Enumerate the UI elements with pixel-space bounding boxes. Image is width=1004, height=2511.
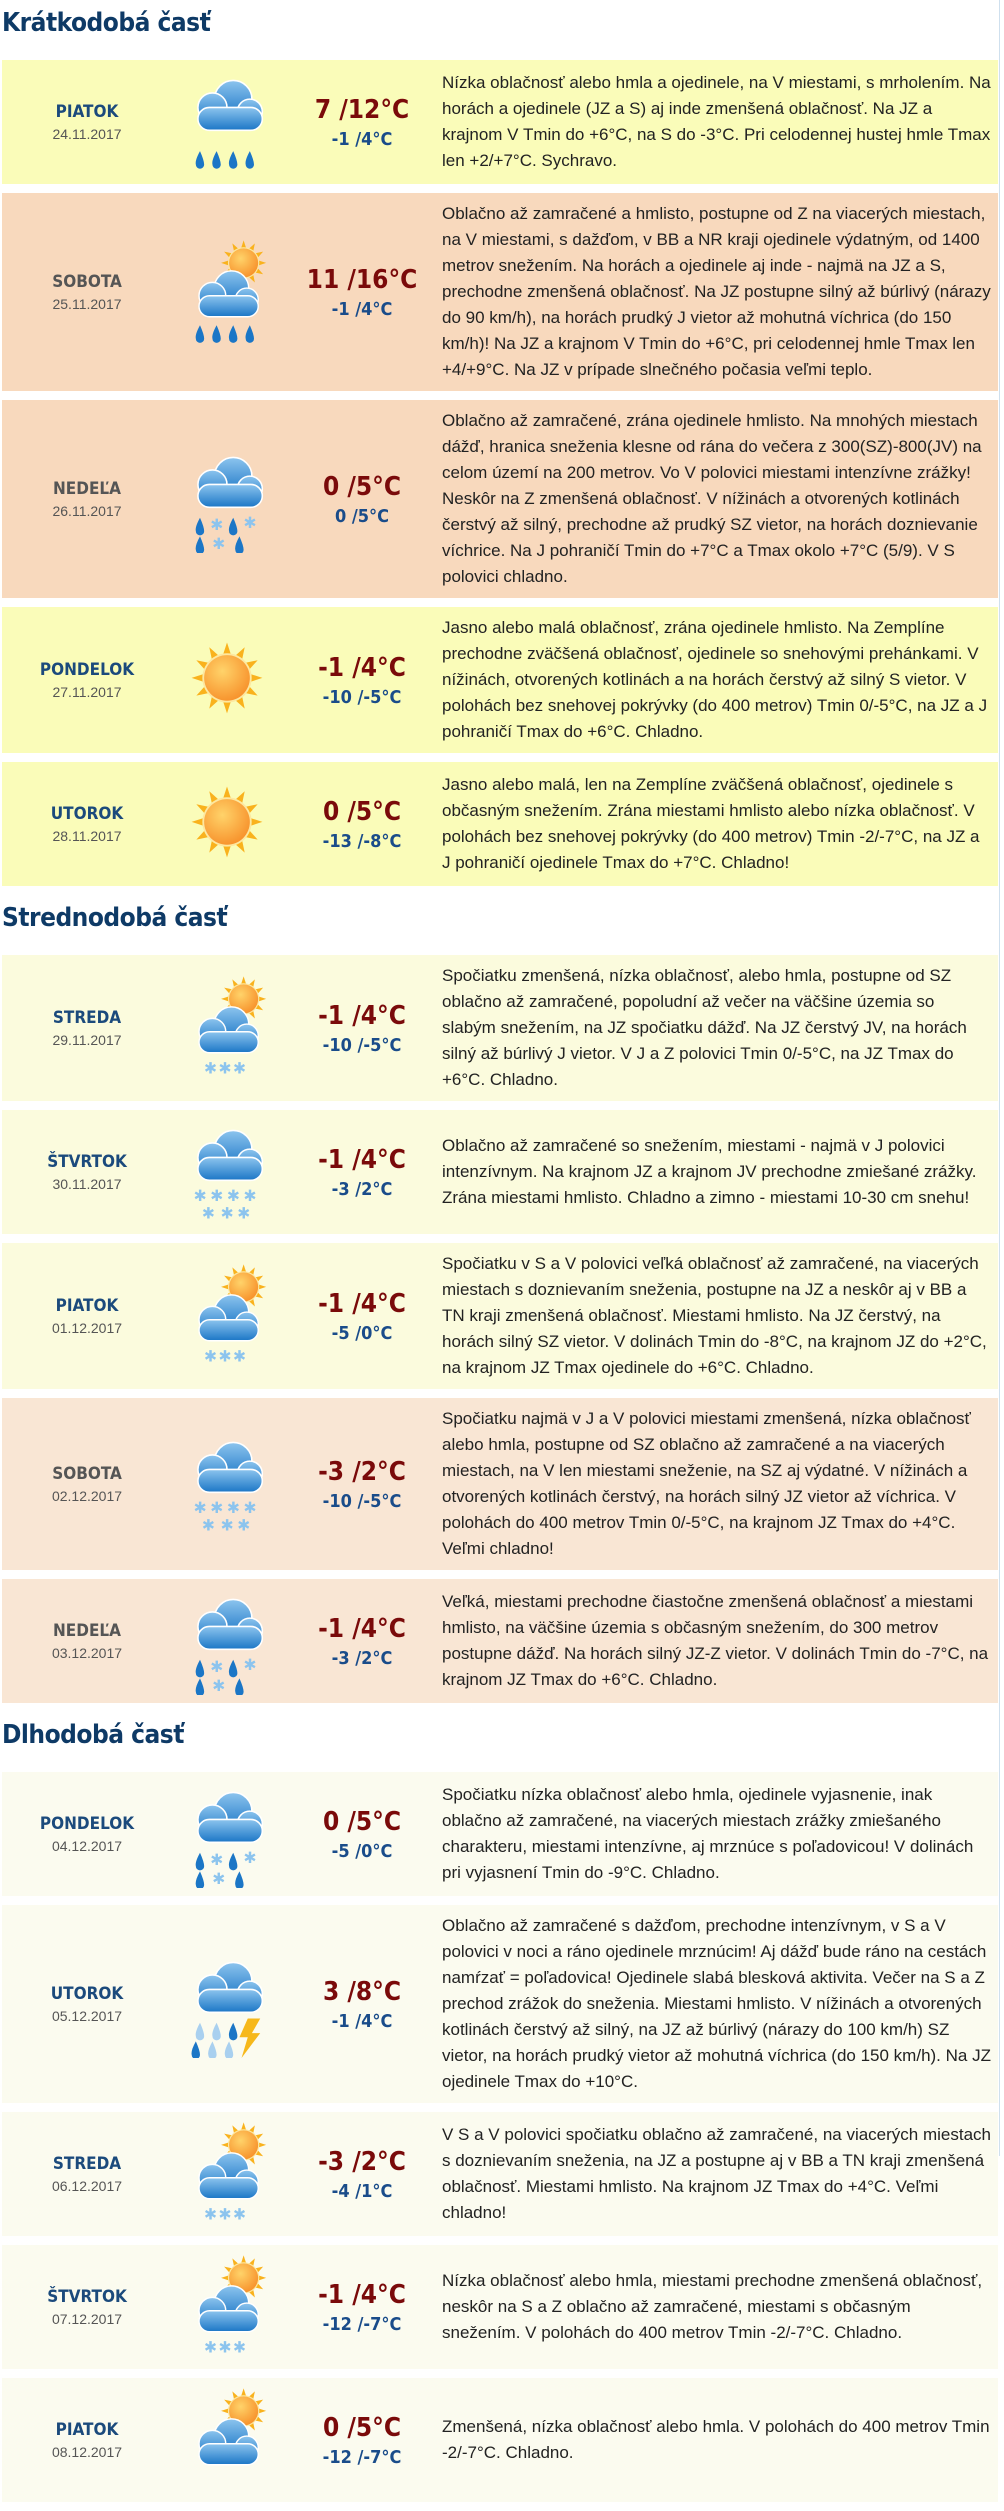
day-temperature: 7 /12°C [314,94,410,125]
day-name: ŠTVRTOK [47,2287,127,2307]
svg-text:✱: ✱ [243,1187,257,1206]
day-name: SOBOTA [52,1464,122,1484]
day-temperature: -1 /4°C [318,1288,406,1319]
svg-text:✱: ✱ [232,1347,246,1366]
cloud-heavy-snow-icon [172,1118,282,1226]
day-date: 03.12.2017 [51,1645,123,1661]
forecast-day-row [2,2112,998,2236]
forecast-day-row [2,762,998,886]
svg-text:✱: ✱ [210,1658,224,1677]
svg-text:✱: ✱ [226,1187,240,1206]
temperature-cell [282,797,442,852]
forecast-description: V S a V polovici spočiatku oblačno až zamračené, na viacerých miestach s doznievaním sneženia, na JZ a postupne aj v BB a TN kraji zmenšená oblačnosť. Miestami hmlisto. Na krajnom JZ Tmax do +4°C. Veľmi chladno! [442,2125,991,2222]
forecast-description: Oblačno až zamračené so snežením, miestami - najmä v J polovici intenzívnym. Na krajnom JZ a krajnom JV prechodne zmiešané zrážky. Zrána miestami hmlisto. Chladno a zimno - miestami 10-30 cm snehu! [442,1136,977,1207]
day-cell [2,804,172,844]
forecast-description: Spočiatku najmä v J a V polovici miestami zmenšená, nízka oblačnosť alebo hmla, postupne od SZ oblačno až zamračené a na viacerých miestach, na V len miestami sneženie, na SZ aj výdatné. V nížinách a otvorených kotlinách čerstvý, na horách silný JZ vietor až víchrica. V polohách do 400 metrov Tmin 0/-5°C, na krajnom JZ Tmax do +4°C. Veľmi chladno! [442,1409,971,1558]
day-cell [2,1152,172,1192]
temperature-cell [282,2413,442,2468]
day-temperature: -1 /4°C [318,652,406,683]
svg-text:✱: ✱ [232,1059,246,1078]
svg-text:✱: ✱ [232,2338,246,2357]
forecast-description: Veľká, miestami prechodne čiastočne zmenšená oblačnosť a miestami hmlisto, na väčšine územia s občasným snežením, do 300 metrov postupne dážď. Na horách silný JZ-Z vietor. V dolinách Tmin do -7°C, na krajnom JZ Tmax do +6°C. Chladno. [442,1592,989,1689]
sun-cloud-rain-icon [172,238,282,346]
cloud-sleet-icon [172,1780,282,1888]
svg-text:✱: ✱ [193,1187,207,1206]
svg-text:✱: ✱ [212,1676,226,1695]
svg-text:✱: ✱ [201,1204,215,1223]
day-name: PONDELOK [39,1814,135,1834]
section-title: Krátkodobá časť [2,8,211,38]
svg-text:✱: ✱ [218,2338,232,2357]
forecast-day-row [2,400,998,598]
temperature-cell [282,472,442,527]
night-temperature: -1 /4°C [331,298,393,320]
day-cell [2,2154,172,2194]
forecast-description: Oblačno až zamračené, zrána ojedinele hmlisto. Na mnohých miestach dážď, hranica sneženia klesne od rána do večera z 300(SZ)-800(JV) na celom území na 200 metrov. Vo V polovici miestami intenzívne zrážky! Neskôr na Z zmenšená oblačnosť. V nížinách a otvorených kotlinách čerstvý až silný, prechodne až prudký SZ vietor, na horách doznievanie víchrice. Na J pohraničí Tmin do +7°C a Tmax okolo +7°C (5/9). V S polovici chladno. [442,411,982,586]
svg-text:✱: ✱ [218,2205,232,2224]
night-temperature: -10 /-5°C [322,1490,402,1512]
day-cell [2,1296,172,1336]
forecast-day-row [2,2245,998,2369]
day-temperature: 0 /5°C [322,471,402,502]
day-date: 24.11.2017 [52,126,122,142]
svg-text:✱: ✱ [203,2205,217,2224]
forecast-day-row [2,193,998,391]
forecast-description: Spočiatku nízka oblačnosť alebo hmla, ojedinele vyjasnenie, inak oblačno až zamračené, na viacerých miestach zrážky zmiešaného charakteru, miestami intenzívne, aj mrznúce s poľadovicou! V dolinách pri vyjasnení Tmin do -9°C. Chladno. [442,1785,974,1882]
section-title: Dlhodobá časť [2,1720,184,1750]
svg-text:✱: ✱ [237,1516,251,1535]
svg-text:✱: ✱ [226,1499,240,1518]
temperature-cell [282,2147,442,2202]
svg-text:✱: ✱ [212,1869,226,1888]
day-name: UTOROK [50,804,124,824]
night-temperature: -13 /-8°C [322,830,402,852]
night-temperature: -12 /-7°C [322,2313,402,2335]
forecast-day-row [2,955,998,1101]
forecast-section [0,1712,1004,2502]
day-cell [2,272,172,312]
forecast-description: Zmenšená, nízka oblačnosť alebo hmla. V polohách do 400 metrov Tmin -2/-7°C. Chladno. [442,2417,990,2462]
night-temperature: -5 /0°C [331,1840,393,1862]
day-name: STREDA [52,2154,122,2174]
temperature-cell [282,653,442,708]
forecast-section [0,895,1004,1703]
day-name: NEDEĽA [53,1621,121,1641]
cloud-sleet-icon [172,445,282,553]
day-temperature: -1 /4°C [318,2279,406,2310]
day-date: 29.11.2017 [52,1032,122,1048]
forecast-list [2,1772,998,2502]
temperature-cell [282,1977,442,2032]
day-temperature: 0 /5°C [322,2412,402,2443]
day-cell [2,1621,172,1661]
svg-text:✱: ✱ [243,1849,257,1868]
day-temperature: -1 /4°C [318,1613,406,1644]
night-temperature: -1 /4°C [331,2010,393,2032]
temperature-cell [282,1614,442,1669]
night-temperature: 0 /5°C [334,505,390,527]
page-border [999,0,1000,2156]
day-date: 28.11.2017 [52,828,122,844]
svg-text:✱: ✱ [237,1204,251,1223]
temperature-cell [282,2280,442,2335]
day-date: 06.12.2017 [51,2178,123,2194]
night-temperature: -1 /4°C [331,128,393,150]
sun-cloud-icon [172,2386,282,2494]
forecast-description: Spočiatku v S a V polovici veľká oblačnosť až zamračené, na viacerých miestach s doznievaním sneženia, postupne na JZ a neskôr aj v BB a TN kraji zmenšená oblačnosť. Miestami hmlisto. Na JZ čerstvý, na horách silný SZ vietor. V dolinách Tmin do -8°C, na krajnom JZ do +2°C, na krajnom JZ Tmax ojedinele do +6°C. Chladno. [442,1254,987,1377]
night-temperature: -3 /2°C [331,1647,393,1669]
svg-text:✱: ✱ [218,1059,232,1078]
forecast-description: Jasno alebo malá oblačnosť, zrána ojedinele hmlisto. Na Zemplíne prechodne zväčšená oblačnosť, ojedinele so snehovými prehánkami. V nížinách, otvorených kotlinách a na horách čerstvý až silný S vietor. V polohách bez snehovej pokrývky (do 400 metrov) Tmin 0/-5°C, na JZ a J pohraničí Tmax do +6°C. Chladno. [442,618,988,741]
day-date: 25.11.2017 [52,296,122,312]
day-date: 08.12.2017 [51,2444,123,2460]
svg-text:✱: ✱ [220,1204,234,1223]
day-temperature: 3 /8°C [322,1976,402,2007]
forecast-description: Jasno alebo malá, len na Zemplíne zväčšená oblačnosť, ojedinele s občasným snežením. Zrána miestami hmlisto alebo nízka oblačnosť. V polohách bez snehovej pokrývky (do 400 metrov) Tmin -2/-7°C, na JZ a J pohraničí ojedinele Tmax do +7°C. Chladno! [442,775,980,872]
night-temperature: -3 /2°C [331,1178,393,1200]
night-temperature: -10 /-5°C [322,1034,402,1056]
forecast-description: Spočiatku zmenšená, nízka oblačnosť, alebo hmla, postupne od SZ oblačno až zamračené, popoludní až večer na väčšine územia so slabým snežením, na JZ spočiatku dážď. Na JZ čerstvý JV, na horách silný až búrlivý J vietor. V J a Z polovici Tmin 0/-5°C, na JZ Tmax do +6°C. Chladno. [442,966,967,1089]
svg-text:✱: ✱ [243,1656,257,1675]
sun-cloud-snow-icon [172,974,282,1082]
day-date: 30.11.2017 [52,1176,122,1192]
day-temperature: -3 /2°C [318,1456,406,1487]
forecast-day-row [2,1398,998,1570]
forecast-description: Nízka oblačnosť alebo hmla, miestami prechodne zmenšená oblačnosť, neskôr na S a Z oblačno až zamračené, miestami s občasným snežením. V polohách do 400 metrov Tmin -2/-7°C. Chladno. [442,2271,983,2342]
sun-cloud-snow-icon [172,2120,282,2228]
day-date: 02.12.2017 [51,1488,123,1504]
forecast-section [0,0,1004,886]
night-temperature: -12 /-7°C [322,2446,402,2468]
temperature-cell [282,1457,442,1512]
forecast-day-row [2,2378,998,2502]
sun-cloud-snow-icon [172,1262,282,1370]
night-temperature: -4 /1°C [331,2180,393,2202]
day-cell [2,2287,172,2327]
forecast-list [2,60,998,886]
day-name: ŠTVRTOK [47,1152,127,1172]
forecast-day-row [2,1110,998,1234]
temperature-cell [282,265,442,320]
day-temperature: -1 /4°C [318,1144,406,1175]
sun-icon [172,770,282,878]
day-cell [2,1464,172,1504]
svg-text:✱: ✱ [210,516,224,535]
svg-text:✱: ✱ [193,1499,207,1518]
section-title: Strednodobá časť [2,903,228,933]
forecast-day-row [2,1579,998,1703]
svg-text:✱: ✱ [203,1059,217,1078]
svg-text:✱: ✱ [210,1187,224,1206]
svg-text:✱: ✱ [212,534,226,553]
forecast-description: Nízka oblačnosť alebo hmla a ojedinele, na V miestami, s mrholením. Na horách a ojedinele (JZ a S) aj inde zmenšená oblačnosť. Na JZ a krajnom V Tmin do +6°C, na S do -3°C. Pri celodennej hustej hmle Tmax len +2/+7°C. Sychravo. [442,73,991,170]
day-temperature: -3 /2°C [318,2146,406,2177]
day-name: UTOROK [50,1984,124,2004]
day-cell [2,660,172,700]
day-name: PONDELOK [39,660,135,680]
day-cell [2,1008,172,1048]
forecast-day-row [2,60,998,184]
svg-text:✱: ✱ [220,1516,234,1535]
day-cell [2,2420,172,2460]
day-name: STREDA [52,1008,122,1028]
day-cell [2,479,172,519]
svg-text:✱: ✱ [203,2338,217,2357]
forecast-description: Oblačno až zamračené s dažďom, prechodne intenzívnym, v S a V polovici v noci a ráno ojedinele mrznúcim! Aj dážď bude ráno na cestách namŕzať = poľadovica! Ojedinele slabá blesková aktivita. Večer na S a Z prechod zrážok do sneženia. Miestami hmlisto. V nížinách a otvorených kotlinách čerstvý až silný, na JZ až búrlivý (nárazy do 100 km/h) SZ vietor, na horách prudký vietor až mohutná víchrica (do 150 km/h). Na JZ ojedinele Tmax do +10°C. [442,1916,991,2091]
temperature-cell [282,1001,442,1056]
forecast-day-row [2,607,998,753]
temperature-cell [282,1145,442,1200]
svg-text:✱: ✱ [210,1499,224,1518]
cloud-sleet-icon [172,1587,282,1695]
day-date: 01.12.2017 [51,1320,123,1336]
svg-text:✱: ✱ [203,1347,217,1366]
forecast-description: Oblačno až zamračené a hmlisto, postupne od Z na viacerých miestach, na V miestami, s dažďom, v BB a NR kraji ojedinele výdatným, od 1400 metrov snežením. Na horách a ojedinele aj inde - najmä na JZ a S, prechodne zmenšená oblačnosť. Na JZ postupne silný až búrlivý (nárazy do 90 km/h), na horách prudký J vietor až mohutná víchrica (do 150 km/h)! Na JZ a krajnom V Tmin do +6°C, pri celodennej hmle Tmax len +4/+9°C. Na JZ v prípade slnečného počasia veľmi teplo. [442,204,991,379]
cloud-heavy-snow-icon [172,1430,282,1538]
forecast-list [2,955,998,1703]
svg-text:✱: ✱ [201,1516,215,1535]
day-name: PIATOK [55,2420,119,2440]
temperature-cell [282,1289,442,1344]
day-date: 07.12.2017 [51,2311,123,2327]
day-date: 26.11.2017 [52,503,122,519]
svg-text:✱: ✱ [210,1851,224,1870]
day-temperature: 0 /5°C [322,796,402,827]
day-name: NEDEĽA [53,479,121,499]
day-temperature: 11 /16°C [306,264,418,295]
forecast-day-row [2,1905,998,2103]
day-temperature: 0 /5°C [322,1806,402,1837]
day-cell [2,102,172,142]
svg-text:✱: ✱ [218,1347,232,1366]
forecast-day-row [2,1243,998,1389]
svg-text:✱: ✱ [243,1499,257,1518]
svg-text:✱: ✱ [243,514,257,533]
svg-text:✱: ✱ [232,2205,246,2224]
day-name: SOBOTA [52,272,122,292]
sun-cloud-snow-icon [172,2253,282,2361]
day-date: 04.12.2017 [51,1838,123,1854]
day-temperature: -1 /4°C [318,1000,406,1031]
sun-icon [172,626,282,734]
day-date: 05.12.2017 [51,2008,123,2024]
cloud-storm-icon [172,1950,282,2058]
night-temperature: -5 /0°C [331,1322,393,1344]
temperature-cell [282,1807,442,1862]
night-temperature: -10 /-5°C [322,686,402,708]
temperature-cell [282,95,442,150]
day-name: PIATOK [55,1296,119,1316]
day-name: PIATOK [55,102,119,122]
day-cell [2,1984,172,2024]
day-date: 27.11.2017 [52,684,122,700]
cloud-rain-icon [172,68,282,176]
forecast-day-row [2,1772,998,1896]
day-cell [2,1814,172,1854]
